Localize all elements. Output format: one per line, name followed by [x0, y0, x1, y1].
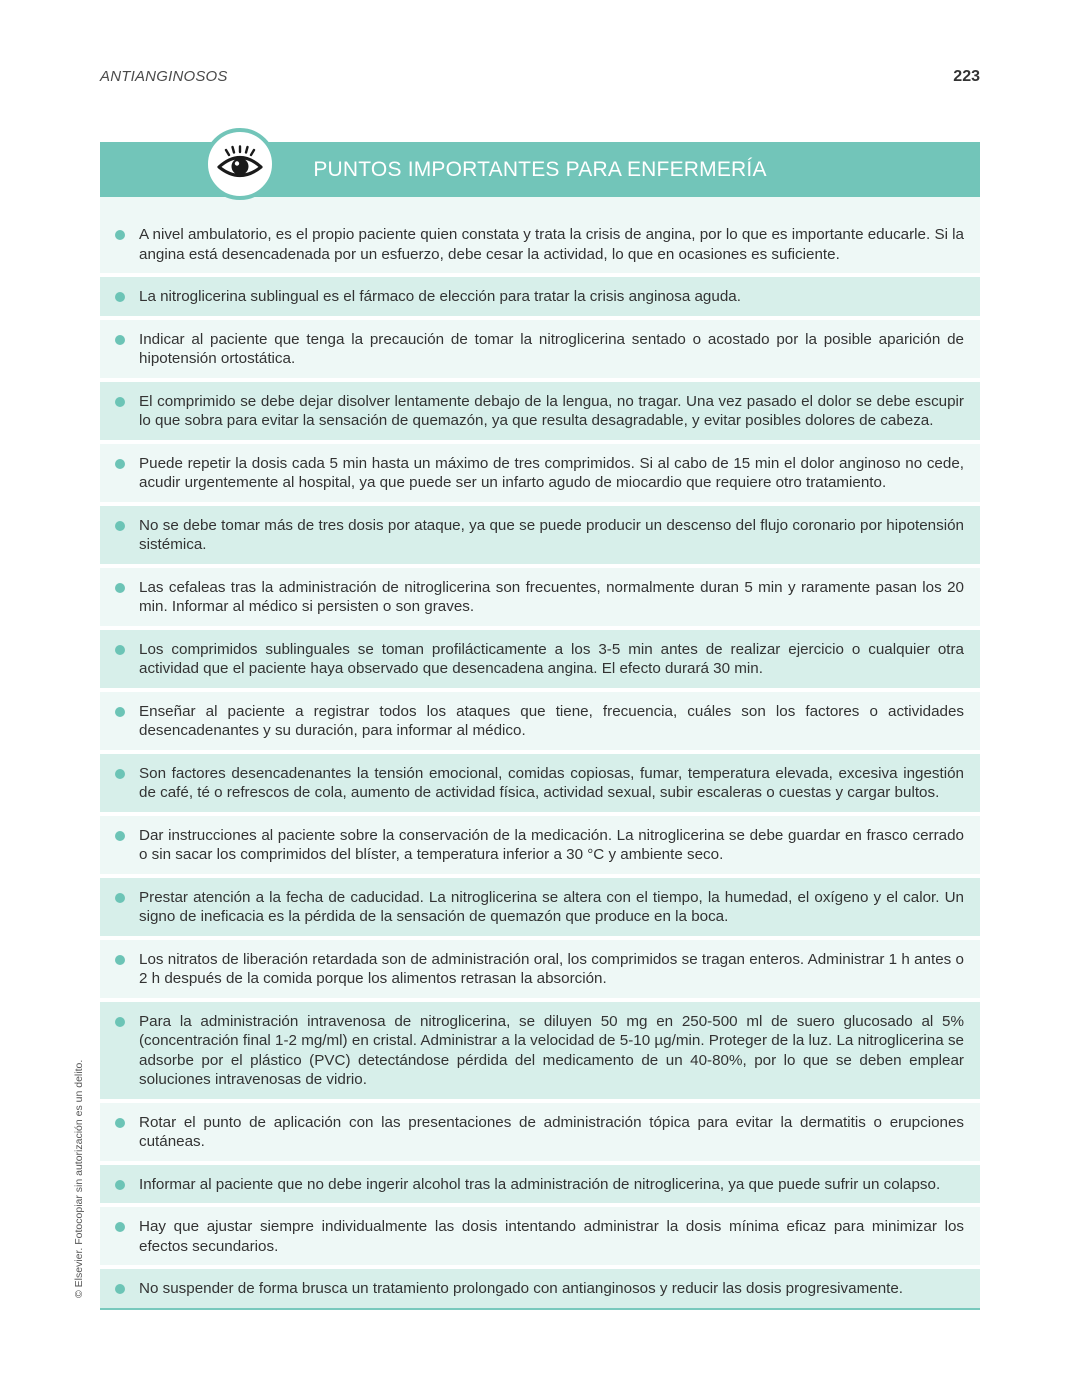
points-list: [100, 197, 980, 1308]
list-item: [100, 568, 980, 626]
nursing-points-box: [100, 142, 980, 1310]
list-item-text: Puede repetir la dosis cada 5 min hasta un máximo de tres comprimidos. Si al cabo de 15 min el dolor anginoso no cede, acudir urgentemente al hospital, ya que puede ser un infarto agudo de miocardio que requiere otro tratamiento.: [139, 454, 964, 491]
list-item: [100, 320, 980, 378]
list-item-text: Enseñar al paciente a registrar todos los ataques que tiene, frecuencia, cuáles son los factores o actividades desencadenantes y su duración, para informar al médico.: [139, 702, 964, 739]
bullet-icon: [115, 831, 125, 841]
list-item: [100, 1165, 980, 1204]
bullet-icon: [115, 521, 125, 531]
list-item-text: A nivel ambulatorio, es el propio paciente quien constata y trata la crisis de angina, por lo que es importante educarle. Si la angina está desencadenada por un esfuerzo, debe cesar la actividad, lo que en ocasiones es suficiente.: [139, 226, 964, 263]
list-item: [100, 382, 980, 440]
box-header: [100, 142, 980, 197]
box-title: [100, 142, 980, 197]
copyright-notice: © Elsevier. Fotocopiar sin autorización es un delito.: [73, 1059, 85, 1298]
bullet-icon: [115, 583, 125, 593]
list-item-text: Dar instrucciones al paciente sobre la conservación de la medicación. La nitroglicerina se debe guardar en frasco cerrado o sin sacar los comprimidos del blíster, a temperatura inferior a 30 °C y ambiente seco.: [139, 826, 964, 863]
list-item-text: Informar al paciente que no debe ingerir alcohol tras la administración de nitroglicerina, ya que puede sufrir un colapso.: [139, 1175, 941, 1193]
list-item: [100, 630, 980, 688]
bullet-icon: [115, 459, 125, 469]
bullet-icon: [115, 769, 125, 779]
list-item: [100, 1207, 980, 1265]
list-item: [100, 754, 980, 812]
bullet-icon: [115, 230, 125, 240]
list-item: [100, 277, 980, 316]
bullet-icon: [115, 1284, 125, 1294]
bullet-icon: [115, 893, 125, 903]
bullet-icon: [115, 397, 125, 407]
list-item-text: No suspender de forma brusca un tratamiento prolongado con antianginosos y reducir las dosis progresivamente.: [139, 1280, 904, 1297]
list-item-text: Rotar el punto de aplicación con las presentaciones de administración tópica para evitar la dermatitis o erupciones cutáneas.: [139, 1113, 964, 1150]
bullet-icon: [115, 1017, 125, 1027]
list-item: [100, 1269, 980, 1308]
page-number: 223: [953, 68, 980, 85]
list-item-text: La nitroglicerina sublingual es el fármaco de elección para tratar la crisis anginosa aguda.: [139, 288, 741, 305]
bullet-icon: [115, 955, 125, 965]
list-item: [100, 1002, 980, 1099]
list-item: [100, 506, 980, 564]
bullet-icon: [115, 335, 125, 345]
list-item: [100, 940, 980, 998]
list-item: [100, 444, 980, 502]
list-item: [100, 197, 980, 273]
bullet-icon: [115, 1180, 125, 1190]
bullet-icon: [115, 707, 125, 717]
list-item-text: No se debe tomar más de tres dosis por ataque, ya que se puede producir un descenso del flujo coronario por hipotensión sistémica.: [139, 516, 964, 553]
list-item: [100, 1103, 980, 1161]
list-item-text: Son factores desencadenantes la tensión emocional, comidas copiosas, fumar, temperatura elevada, excesiva ingestión de café, té o refrescos de cola, aumento de actividad física, actividad sexual, subir escaleras o cuestas y cargar bultos.: [139, 764, 964, 801]
list-item: [100, 692, 980, 750]
list-item-text: Los comprimidos sublinguales se toman profilácticamente a los 3-5 min antes de realizar ejercicio o cualquier otra actividad que el paciente haya observado que desencadena angina. El efecto durará 30 min.: [139, 640, 964, 677]
list-item-text: Prestar atención a la fecha de caducidad. La nitroglicerina se altera con el tiempo, la humedad, el oxígeno y el calor. Un signo de ineficacia es la pérdida de la sensación de quemazón que produce en la boca.: [139, 888, 964, 925]
bullet-icon: [115, 645, 125, 655]
list-item: [100, 816, 980, 874]
box-title-text: PUNTOS IMPORTANTES PARA ENFERMERÍA: [313, 157, 767, 181]
bullet-icon: [115, 1118, 125, 1128]
list-item-text: Indicar al paciente que tenga la precaución de tomar la nitroglicerina sentado o acostado por la posible aparición de hipotensión ortostática.: [139, 330, 964, 367]
list-item-text: Para la administración intravenosa de nitroglicerina, se diluyen 50 mg en 250-500 ml de suero glucosado al 5% (concentración final 1-2 mg/ml) en cristal. Administrar a la velocidad de 5-10 µg/min. Proteger de la luz. La nitroglicerina se adsorbe por el plástico (PVC) detectándose pérdida del medicamento de un 40-80%, por lo que se deben emplear soluciones intravenosas de vidrio.: [139, 1012, 964, 1088]
bullet-icon: [115, 1222, 125, 1232]
bullet-icon: [115, 292, 125, 302]
list-item-text: El comprimido se debe dejar disolver lentamente debajo de la lengua, no tragar. Una vez pasado el dolor se debe escupir lo que sobra para evitar la sensación de quemazón, ya que resulta desagradable, y evitar posibles dolores de cabeza.: [139, 392, 964, 429]
list-item-text: Los nitratos de liberación retardada son de administración oral, los comprimidos se tragan enteros. Administrar 1 h antes o 2 h después de la comida porque los alimentos retrasan la absorción.: [139, 950, 964, 987]
list-item-text: Las cefaleas tras la administración de nitroglicerina son frecuentes, normalmente duran 5 min y raramente pasan los 20 min. Informar al médico si persisten o son graves.: [139, 578, 964, 615]
running-head: ANTIANGINOSOS: [100, 68, 228, 85]
list-item: [100, 878, 980, 936]
list-item-text: Hay que ajustar siempre individualmente las dosis intentando administrar la dosis mínima eficaz para minimizar los efectos secundarios.: [139, 1218, 964, 1255]
